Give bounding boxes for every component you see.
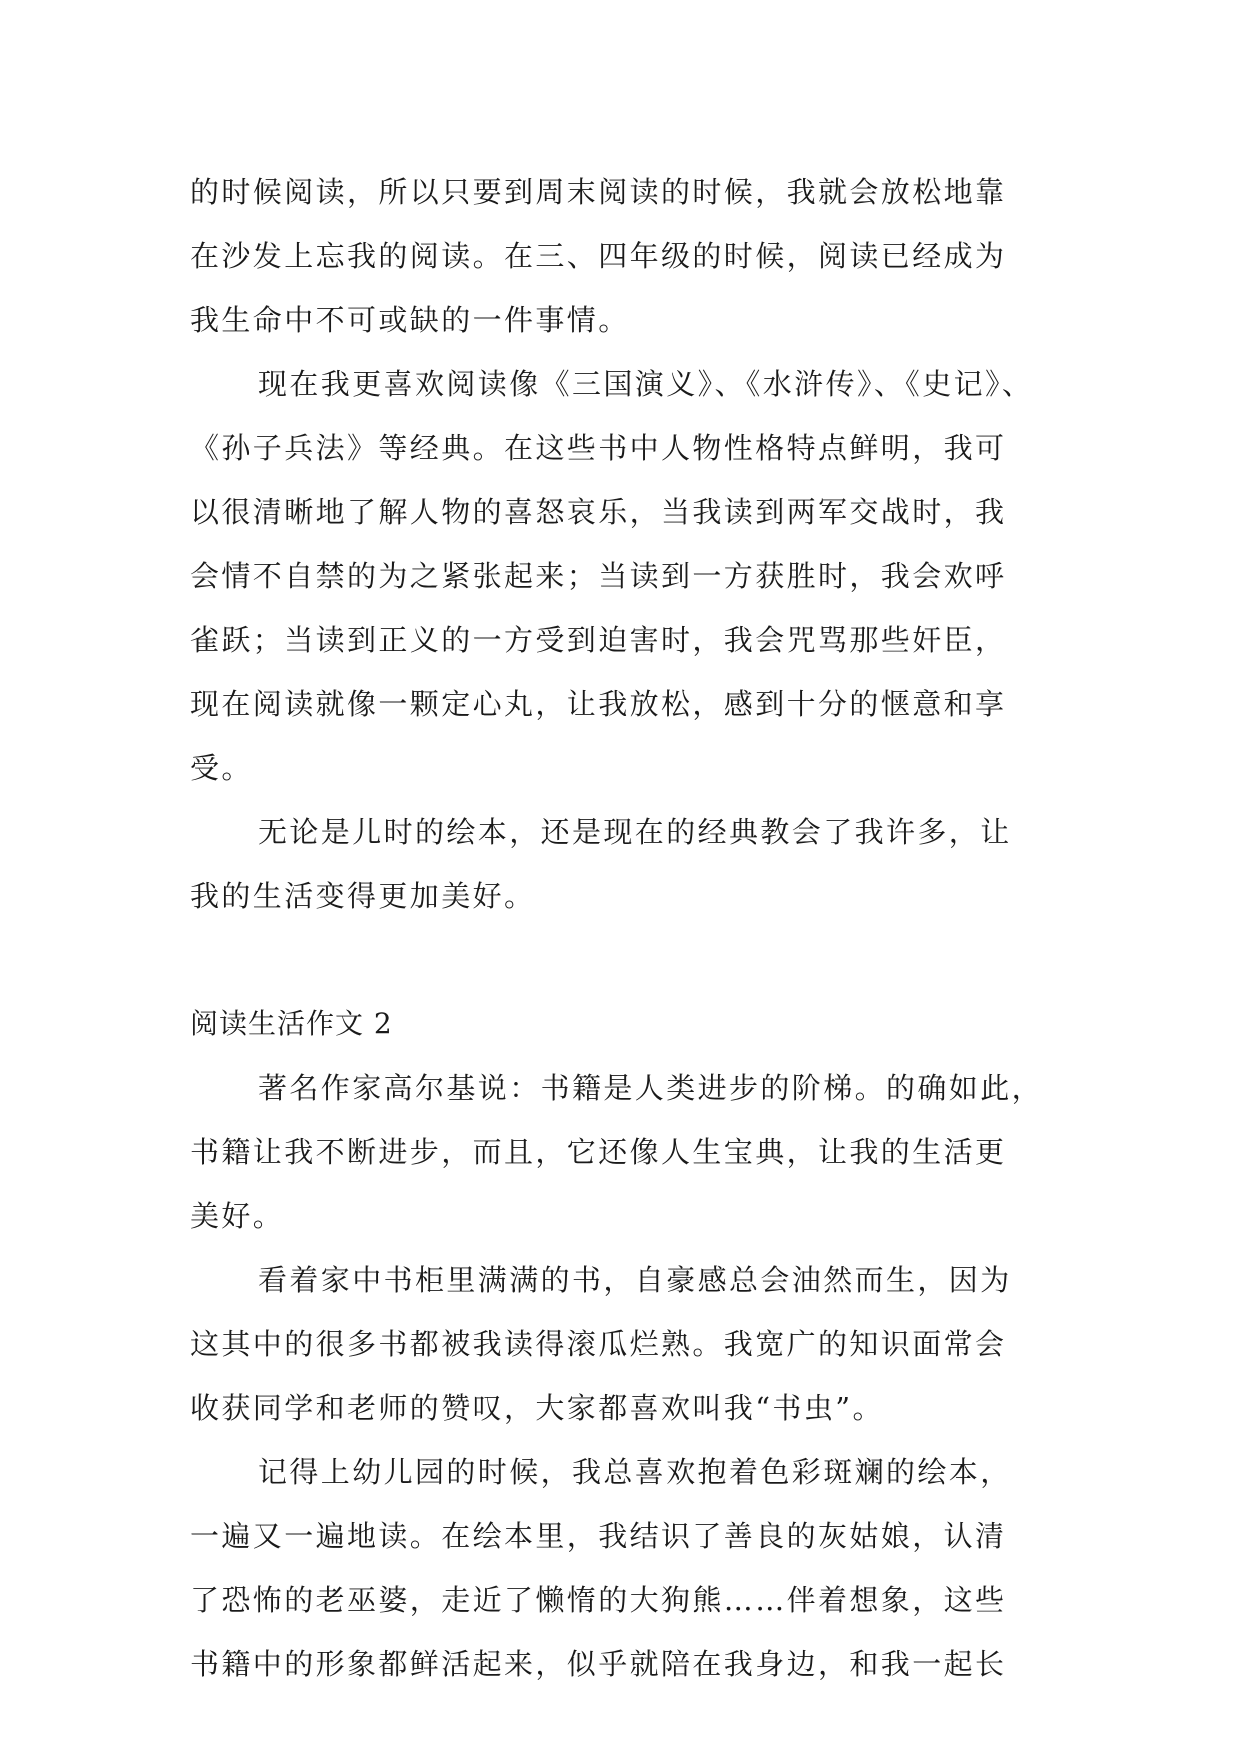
document-body [190,160,1070,1696]
paragraph-line: 在沙发上忘我的阅读。在三、四年级的时候，阅读已经成为 [190,239,1007,273]
paragraph-line: 以很清晰地了解人物的喜怒哀乐，当我读到两军交战时，我 [190,495,1007,529]
paragraph-line: 这其中的很多书都被我读得滚瓜烂熟。我宽广的知识面常会 [190,1327,1007,1361]
paragraph-line: 看着家中书柜里满满的书，自豪感总会油然而生，因为 [258,1263,1012,1297]
paragraph-line: 书籍让我不断进步，而且，它还像人生宝典，让我的生活更 [190,1135,1007,1169]
paragraph-line: 现在阅读就像一颗定心丸，让我放松，感到十分的惬意和享 [190,687,1007,721]
paragraph-line: 的时候阅读，所以只要到周末阅读的时候，我就会放松地靠 [190,175,1007,209]
paragraph-line: 书籍中的形象都鲜活起来，似乎就陪在我身边，和我一起长 [190,1647,1007,1681]
paragraph-line: 雀跃；当读到正义的一方受到迫害时，我会咒骂那些奸臣， [190,623,1007,657]
paragraph-line: 记得上幼儿园的时候，我总喜欢抱着色彩斑斓的绘本， [258,1455,1012,1489]
paragraph-line: 我生命中不可或缺的一件事情。 [190,303,630,337]
paragraph-line: 无论是儿时的绘本，还是现在的经典教会了我许多，让 [258,815,1012,849]
paragraph-line: 一遍又一遍地读。在绘本里，我结识了善良的灰姑娘，认清 [190,1519,1007,1553]
paragraph-spacer [190,928,1070,992]
section-heading: 阅读生活作文 2 [190,1007,393,1040]
paragraph-line: 受。 [190,751,253,785]
paragraph-line: 会情不自禁的为之紧张起来；当读到一方获胜时，我会欢呼 [190,559,1007,593]
paragraph-line: 我的生活变得更加美好。 [190,879,536,913]
paragraph-line: 现在我更喜欢阅读像《三国演义》、《水浒传》、《史记》、 [258,367,1034,401]
paragraph-line: 收获同学和老师的赞叹，大家都喜欢叫我“书虫”。 [190,1391,884,1425]
paragraph-line: 著名作家高尔基说：书籍是人类进步的阶梯。的确如此， [258,1071,1044,1105]
paragraph-line: 《孙子兵法》等经典。在这些书中人物性格特点鲜明，我可 [190,431,1007,465]
paragraph-line: 了恐怖的老巫婆，走近了懒惰的大狗熊……伴着想象，这些 [190,1583,1007,1617]
paragraph-line: 美好。 [190,1199,285,1233]
